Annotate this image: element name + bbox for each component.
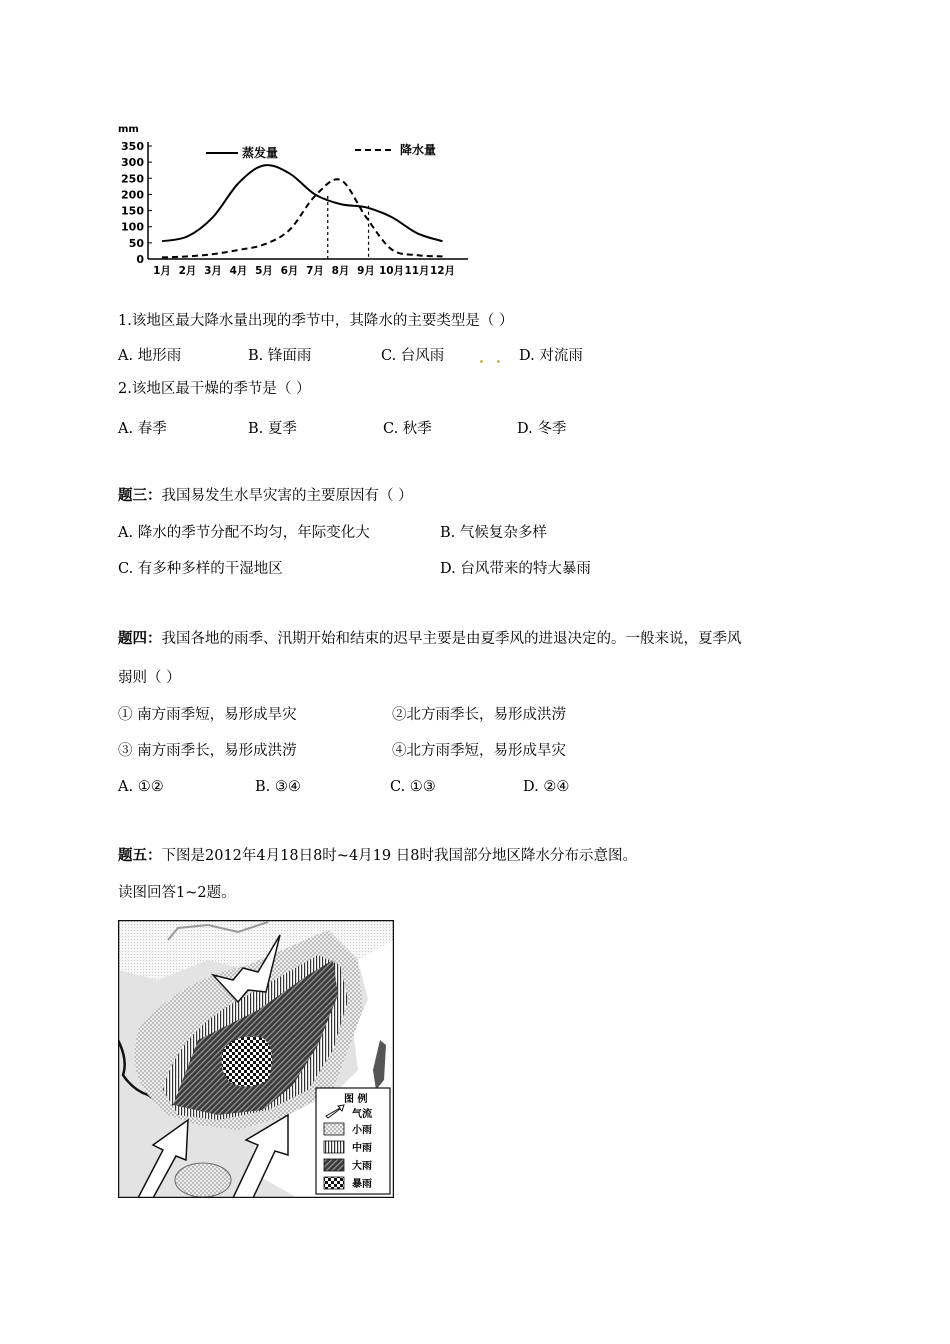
precipitation-line xyxy=(162,179,443,257)
q5-question xyxy=(118,847,637,865)
legend-airflow-label: 气流 xyxy=(352,1109,372,1120)
q3-stem: 我国易发生水旱灾害的主要原因有（ ） xyxy=(161,488,413,504)
map-hainan xyxy=(175,1163,231,1197)
q2-option-b: B. 夏季 xyxy=(248,421,297,437)
q5-label: 题五： xyxy=(118,848,162,864)
map-legend-title: 图 例 xyxy=(344,1094,368,1105)
precipitation-map xyxy=(118,920,394,1198)
x-tick-label: 8月 xyxy=(331,265,350,277)
q4-statement-2: ②北方雨季长，易形成洪涝 xyxy=(392,707,566,723)
q2-option-d: D. 冬季 xyxy=(517,421,567,437)
legend-evaporation-label: 蒸发量 xyxy=(242,146,279,160)
x-tick-label: 3月 xyxy=(204,265,222,277)
q4-option-d: D. ②④ xyxy=(523,779,570,795)
q1-stem: 1.该地区最大降水量出现的季节中，其降水的主要类型是（ ） xyxy=(118,313,514,329)
q3-option-a: A. 降水的季节分配不均匀，年际变化大 xyxy=(118,525,370,541)
legend-storm-swatch xyxy=(324,1177,344,1189)
q4-option-a: A. ①② xyxy=(118,779,164,795)
y-tick-label: 100 xyxy=(121,220,144,234)
x-tick-label: 10月 xyxy=(378,265,405,277)
x-tick-label: 12月 xyxy=(429,265,456,277)
q2-option-c: C. 秋季 xyxy=(383,421,432,437)
q4-option-b: B. ③④ xyxy=(255,779,301,795)
q3-question xyxy=(118,487,413,505)
q4-statement-3: ③ 南方雨季长，易形成洪涝 xyxy=(118,743,297,759)
evaporation-line xyxy=(162,165,443,241)
legend-light-rain-label: 小雨 xyxy=(352,1125,372,1136)
q3-option-c: C. 有多种多样的干湿地区 xyxy=(118,561,283,577)
legend-medium-rain-label: 中雨 xyxy=(352,1143,372,1154)
y-tick-label: 50 xyxy=(128,236,144,250)
y-tick-label: 150 xyxy=(121,204,144,218)
q4-question xyxy=(118,630,742,648)
y-tick-label: 0 xyxy=(136,253,144,266)
q3-option-b: B. 气候复杂多样 xyxy=(440,525,547,541)
y-axis-unit: mm xyxy=(118,124,139,135)
q3-option-d: D. 台风带来的特大暴雨 xyxy=(440,561,591,577)
q4-statement-4: ④北方雨季短，易形成旱灾 xyxy=(392,743,566,759)
q4-stem-line2: 弱则（ ） xyxy=(118,670,181,686)
map-legend xyxy=(316,1088,390,1194)
q5-stem: 下图是2012年4月18日8时~4月19 日8时我国部分地区降水分布示意图。 xyxy=(161,848,637,864)
y-tick-label: 200 xyxy=(121,188,144,202)
q2-option-a: A. 春季 xyxy=(118,421,167,437)
x-tick-label: 1月 xyxy=(153,265,171,277)
q2-stem: 2.该地区最干燥的季节是（ ） xyxy=(118,381,311,397)
q4-statement-1: ① 南方雨季短，易形成旱灾 xyxy=(118,707,297,723)
q3-label: 题三： xyxy=(118,488,162,504)
y-tick-label: 300 xyxy=(121,156,144,170)
x-tick-label: 6月 xyxy=(280,265,299,277)
x-tick-label: 11月 xyxy=(404,265,430,277)
x-tick-label: 5月 xyxy=(255,265,273,277)
y-tick-label: 250 xyxy=(121,172,144,186)
map-storm xyxy=(222,1037,272,1087)
legend-heavy-rain-swatch xyxy=(324,1159,344,1171)
y-tick-label: 350 xyxy=(121,140,144,153)
legend-medium-rain-swatch xyxy=(324,1141,344,1153)
q1-option-a: A. 地形雨 xyxy=(118,348,182,364)
legend-heavy-rain-label: 大雨 xyxy=(352,1161,372,1172)
q4-label: 题四： xyxy=(118,631,162,647)
legend-precipitation-label: 降水量 xyxy=(400,143,437,157)
legend-storm-label: 暴雨 xyxy=(352,1179,372,1190)
q5-line2: 读图回答1~2题。 xyxy=(118,885,236,901)
q4-option-c: C. ①③ xyxy=(390,779,436,795)
x-tick-label: 2月 xyxy=(178,265,197,277)
q1-option-d: D. 对流雨 xyxy=(519,348,583,364)
evap-precip-chart xyxy=(110,118,480,288)
legend-light-rain-swatch xyxy=(324,1123,344,1135)
x-tick-label: 4月 xyxy=(229,265,248,277)
q1-option-b: B. 锋面雨 xyxy=(248,348,312,364)
x-tick-label: 9月 xyxy=(357,265,375,277)
q1-option-c: C. 台风雨 xyxy=(381,348,445,364)
x-tick-label: 7月 xyxy=(306,265,324,277)
q4-stem-line1: 我国各地的雨季、汛期开始和结束的迟早主要是由夏季风的进退决定的。一般来说，夏季风 xyxy=(161,631,742,647)
